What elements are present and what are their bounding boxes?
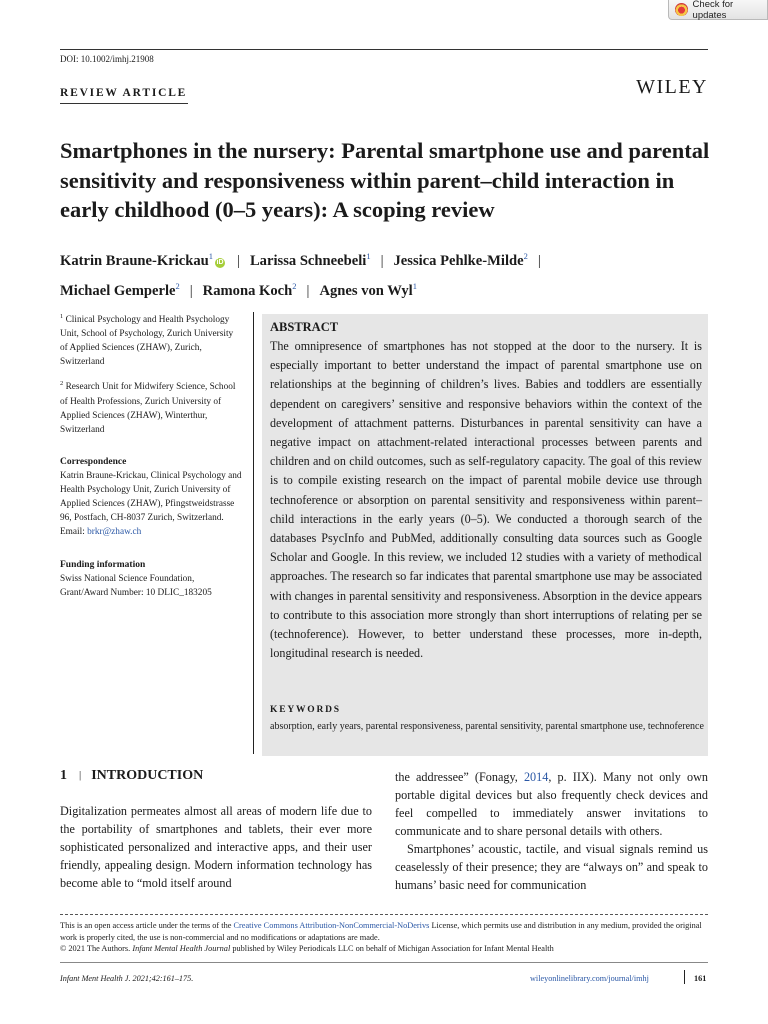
article-type-underline <box>60 103 188 104</box>
sidebar-metadata <box>60 310 242 600</box>
email-label: Email: <box>60 527 85 538</box>
license-text: License, which permits use and distribution in any medium, provided the original work is properly cited, the use is non-commercial and no modifications or adaptations are made. <box>60 921 702 942</box>
correspondence-text <box>60 469 242 539</box>
journal-reference-text: Infant Ment Health J. 2021;42:161–175. <box>60 974 194 983</box>
body-paragraph: Smartphones’ acoustic, tactile, and visual signals remind us ceaselessly of their presence; they are “always on” and speak to humans’ basic need for communication <box>395 842 708 892</box>
author-separator: | <box>237 252 240 269</box>
affiliation-1 <box>60 310 242 369</box>
author-name[interactable]: Larissa Schneebeli <box>249 252 367 269</box>
author-name[interactable]: Jessica Pehlke-Milde <box>393 252 524 269</box>
journal-url-link[interactable]: wileyonlinelibrary.com/journal/imhj <box>530 974 649 983</box>
body-paragraph <box>395 768 708 840</box>
funding-text: Swiss National Science Foundation, Grant/Award Number: 10 DLIC_183205 <box>60 573 212 598</box>
author-separator: | <box>189 282 193 299</box>
crossmark-icon <box>675 3 688 16</box>
author-separator: | <box>306 282 310 299</box>
sidebar-divider <box>253 312 254 754</box>
section-number: 1 <box>60 768 67 783</box>
funding-heading: Funding information <box>60 559 146 570</box>
page-number: 161 <box>694 974 707 983</box>
page-number-divider <box>684 970 685 984</box>
body-text: the addressee” (Fonagy, <box>395 770 518 784</box>
license-link[interactable]: Creative Commons Attribution-NonCommercial-NoDerivs <box>233 921 430 930</box>
body-column-left: Digitalization permeates almost all areas of modern life due to the portability of smartphones and tablets, their ever more sophisticated personalized and interactive apps, and their user friendly, appealing design. Modern information technology has become able to “mold itself around <box>60 804 372 890</box>
correspondence-address: Katrin Braune-Krickau, Clinical Psychology and Health Psychology Unit, Zurich University of Applied Sciences (ZHAW), Pfingstweidstrasse 96, Postfach, CH-8037 Zurich, Switzerland. <box>60 471 242 524</box>
article-title: Smartphones in the nursery: Parental smartphone use and parental sensitivity and responsiveness within parent–child interaction in early childhood (0–5 years): A scoping review <box>60 138 710 222</box>
copyright-text: published by Wiley Periodicals LLC on behalf of Michigan Association for Infant Mental Health <box>232 944 554 954</box>
copyright-text: © 2021 The Authors. <box>60 944 131 954</box>
section-heading <box>60 768 203 784</box>
email-link[interactable]: brkr@zhaw.ch <box>87 527 142 538</box>
affiliation-ref[interactable]: 1 <box>208 251 214 261</box>
citation-link[interactable]: 2014 <box>523 770 549 784</box>
body-column-right <box>395 768 708 894</box>
affiliation-2 <box>60 377 242 436</box>
author-separator: | <box>380 252 384 269</box>
abstract-text: The omnipresence of smartphones has not stopped at the door to the nursery. It is especially important to better understand the impact of parental smartphone use on relationships at the beginning of children’s lives. Babies and toddlers are essentially dependent on caregivers’ sensitive and responsive behaviors within the context of the development of attachment patterns. Disturbances in parental sensitivity can have a negative impact on attachment-related interactional processes between parents and children and on child outcomes, such as self-regulatory capacity. The goal of this review is to compile existing research on the impact of parental mobile device use through technoference or absorption on parental sensitivity and responsiveness within parent–child interactions in the early years (0–5). We conducted a thorough search of the databases PsycInfo and PubMed, additionally consulting data sources such as Google Scholar and Google. In this review, we included 12 studies with a variety of methodical approaches. The research so far indicates that parental smartphone use may be associated with changes in parental sensitivity and responsiveness. Absorption in the device appears to contribute to this association more strongly than short interruptions of relating per se (technoference). However, to better understand these processes, more in-depth, longitudinal research is needed. <box>270 339 702 661</box>
article-type: REVIEW ARTICLE <box>60 87 188 99</box>
orcid-icon[interactable]: iD <box>216 258 224 266</box>
author-name[interactable]: Michael Gemperle <box>60 282 176 299</box>
copyright-journal: Infant Mental Health Journal <box>132 944 231 954</box>
author-separator: | <box>537 252 541 269</box>
affiliation-text: Clinical Psychology and Health Psychology Unit, School of Psychology, Zurich University of Applied Sciences (ZHAW), Zurich, Switzerland <box>60 315 234 368</box>
license-text: This is an open access article under the terms of the <box>60 921 232 930</box>
affiliation-ref[interactable]: 2 <box>523 251 528 261</box>
author-name[interactable]: Ramona Koch <box>202 282 293 299</box>
keywords-heading: KEYWORDS <box>270 705 341 715</box>
affiliation-ref[interactable]: 1 <box>412 280 417 291</box>
affiliation-ref[interactable]: 1 <box>366 251 371 261</box>
section-title: INTRODUCTION <box>91 768 204 783</box>
journal-reference <box>60 974 193 983</box>
keywords-text: absorption, early years, parental responsiveness, parental sensitivity, parental smartphone use, technoference <box>270 721 704 732</box>
publisher-logo: WILEY <box>636 76 708 98</box>
author-name[interactable]: Katrin Braune-Krickau <box>60 252 209 269</box>
affiliation-number: 2 <box>60 380 64 388</box>
top-rule <box>60 49 708 50</box>
affiliation-number: 1 <box>60 313 64 320</box>
footer-rule <box>60 962 708 963</box>
section-divider: | <box>79 769 82 781</box>
affiliation-ref[interactable]: 2 <box>292 280 297 291</box>
doi: DOI: 10.1002/imhj.21908 <box>60 54 154 64</box>
correspondence-heading: Correspondence <box>60 456 127 467</box>
abstract-heading: ABSTRACT <box>270 320 339 334</box>
check-for-updates-button[interactable] <box>668 0 768 20</box>
license-note <box>60 920 720 955</box>
footnote-rule <box>60 914 708 915</box>
affiliation-text: Research Unit for Midwifery Science, School of Health Professions, Zurich University of Applied Sciences (ZHAW), Winterthur, Switzerland <box>60 382 236 435</box>
author-name[interactable]: Agnes von Wyl <box>319 282 413 299</box>
check-for-updates-label: Check for updates <box>692 0 734 21</box>
affiliation-ref[interactable]: 2 <box>175 280 180 291</box>
body-text: , p. IIX). Many not only own portable digital devices but also frequently check devices and feel compelled to immediately answer invitations to communicate and to share personal details with others. <box>395 770 709 838</box>
author-list <box>60 244 710 304</box>
